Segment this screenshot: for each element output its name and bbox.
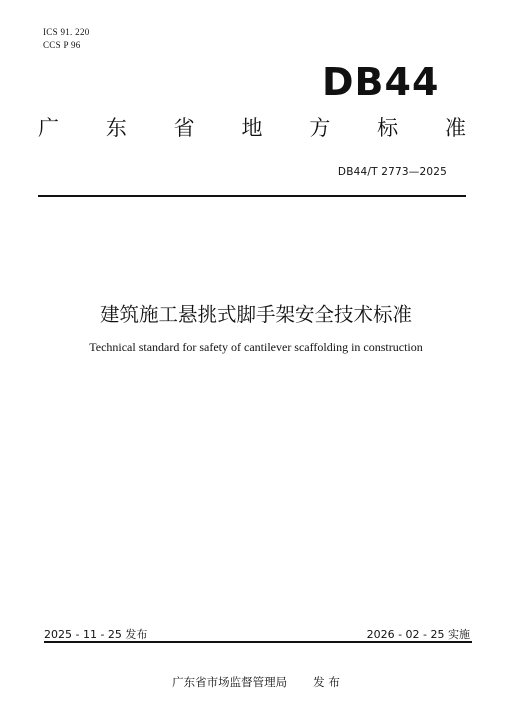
title-chinese: 建筑施工悬挑式脚手架安全技术标准 [99,303,412,326]
standard-type-char: 广 [38,116,59,140]
implementation-date: 2026 - 02 - 25 实施 [366,628,470,641]
top-divider [38,195,466,197]
standard-type-char: 方 [309,116,331,140]
standard-type-heading [38,114,466,142]
standard-type-char: 东 [105,116,127,140]
standard-type-char: 标 [377,116,399,140]
classification-codes [43,26,90,52]
publisher-action: 发 布 [313,675,340,689]
issue-date: 2025 - 11 - 25 发布 [44,628,148,641]
title-english: Technical standard for safety of cantilever scaffolding in construction [89,340,423,354]
bottom-divider [44,641,472,643]
db44-logo: DB44 [322,60,440,104]
publisher-name: 广东省市场监督管理局 [172,675,288,689]
standard-number: DB44/T 2773—2025 [337,166,447,178]
ics-code: ICS 91. 220 [43,27,90,37]
ccs-code: CCS P 96 [43,40,81,50]
standard-type-char: 准 [444,116,466,140]
standard-type-char: 地 [241,116,263,140]
standard-type-char: 省 [173,116,195,140]
publisher-line [0,674,512,690]
